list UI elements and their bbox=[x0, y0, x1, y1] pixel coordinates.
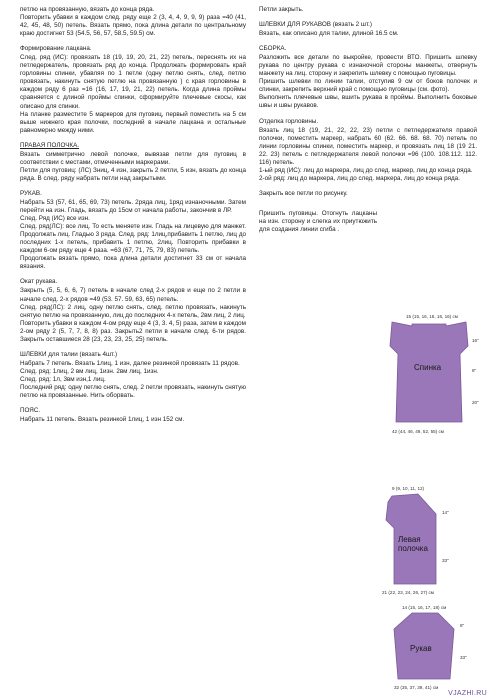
back-pattern-diagram bbox=[378, 312, 486, 436]
sleeve-side-upper: 8" bbox=[460, 623, 465, 628]
sleeve-label: Рукав bbox=[410, 644, 432, 653]
right-paragraph-5: Закрыть все петли по рисунку. bbox=[259, 189, 348, 197]
right-paragraph-6: Пришить пуговицы. Отогнуть лацканы на изн. сторону и слегка их приутюжить для создания линии сгиба . bbox=[259, 209, 377, 234]
sleeve-top-dim: 14 (15, 16, 17, 18) см bbox=[402, 605, 447, 610]
front-side-upper: 14" bbox=[442, 510, 449, 515]
heading-sleeve-cap: Окат рукава. bbox=[20, 278, 58, 286]
right-paragraph-2: Вязать, как описано для талии, длиной 16.5 см. bbox=[259, 30, 399, 38]
back-side-mid: 8" bbox=[472, 368, 477, 373]
heading-belt: ПОЯС. bbox=[20, 407, 41, 415]
back-top-dim: 15 (15, 16, 16, 16, 16) см bbox=[406, 314, 458, 319]
front-side-lower: 33" bbox=[442, 558, 449, 563]
right-column bbox=[259, 6, 477, 241]
back-bottom-dim: 42 (44, 46, 49, 52, 55) см bbox=[392, 429, 444, 434]
heading-sleeve: РУКАВ. bbox=[20, 189, 42, 197]
heading-lapel: Формирование лацкана. bbox=[20, 45, 92, 53]
front-top-dim: 9 (9, 10, 11, 12) bbox=[392, 486, 425, 491]
sleeve-pattern-diagram bbox=[372, 603, 484, 693]
sleeve-side-lower: 33" bbox=[460, 655, 467, 660]
back-side-upper: 16" bbox=[472, 338, 479, 343]
front-pattern-diagram bbox=[378, 484, 486, 596]
left-paragraph-2: След. ряд (ИС): провязать 18 (19, 19, 20, 21, 22) петель, переснять их на петледержатель, провязать ряд до конца. Продолжать формировать край горловины спинки, убавляя по 1 петле (одну петлю снять, след. петлю провязать, накинуть снятую петлю на провязанную ) с края горловины в каждом ряду 6 раз =16 (16, 17, 19, 21, 22) петель. Когда длина проймы сравняется с длиной проймы спинки, сформируйте плечевые скосы, как описано для спинки. На планке разместите 5 маркеров для пуговиц, первый поместить на 5 см выше нижнего края полочки, последний в начале лацкана и остальные равномерно между ними. bbox=[20, 54, 246, 134]
sleeve-bottom-dim: 32 (35, 37, 39, 41) см bbox=[394, 685, 439, 690]
left-paragraph-3: Вязать симметрично левой полочке, вывязав петли для пуговиц в соответствии с местами, отмеченными маркерами. Петли для пуговиц: (ЛС) Зниц, 4 изн, закрыть 2 петли, 5 изн, вязать до конца ряда. В след. ряду набрать петли над закрытыми. bbox=[20, 150, 246, 182]
heading-neck-finish: Отделка горловины. bbox=[259, 117, 319, 125]
back-shape bbox=[390, 322, 468, 422]
heading-assembly: СБОРКА. bbox=[259, 45, 287, 53]
right-paragraph-3: Разложить все детали по выкройке, провести ВТО. Пришить шлевку рукава по центру рукава с изнаночной стороны манжеты, отвернуть манжету на лиц. сторону и закрепить шлевку с помощью пуговицы. Пришить шлевки по линии талии, отступив 9 см от боков полочек и спинки, закрепить верхний край с помощью пуговицы (см. фото). Выполнить плечевые швы, вшить рукава в проймы. Выполнить боковые швы и швы рукавов. bbox=[259, 54, 477, 110]
right-paragraph-1: Петли закрыть. bbox=[259, 6, 304, 13]
site-watermark: VJAZHI.RU bbox=[448, 690, 487, 697]
left-paragraph-1: петлю на провязанную, вязать до конца ряда. Повторить убавки в каждом след. ряду еще 2 (3, 4, 4, 9, 9, 9) раза =40 (41, 42, 45, 48, 50) петель. Вязать прямо, пока длина детали по центральному краю достигнет 53 (54.5, 56, 57, 58.5, 59.5) см. bbox=[20, 6, 246, 38]
left-paragraph-4: Набрать 53 (57, 61, 65, 69, 73) петель. 2ряда лиц, 1ряд изнаночными. Затем перейти на изн. Гладь, вязать до 15см от начала работы, закончив в ЛР. След. Ряд (ИС) все изн. След. ряд(ЛС): все лиц. То есть меняете изн. Гладь на лицевую для манжет. Продолжать лиц. Гладью 3 ряда. След. ряд: 1лиц,прибавить 1 петлю, лиц до последних 1-х петель, прибавить 1 петлю, 2лиц. Повторить прибавки в каждом 6-ом ряду еще 4 раза. =63 (67, 71, 75, 79, 83) петель. Продолжать вязать прямо, пока длина детали достигнет 33 см от начала вязания. bbox=[20, 198, 246, 271]
heading-right-front: ПРАВАЯ ПОЛОЧКА. bbox=[20, 141, 80, 149]
left-paragraph-5: Закрыть (5, 5, 6, 6, 7) петель в начале след 2-х рядов и еще по 2 петли в начале след. 2-х рядов =49 (53. 57. 59, 63, 65) петель. След. ряд(ЛС): 2 лиц, одну петлю снять, след. петлю провязать, накинуть снятую петлю на провязанную, лиц до последних 4-х петель, 2вм лиц, 2 лиц. Повторить убавки в каждом 4-ом ряду еще 4 (3, 3. 4, 5) раза, затем в каждом 2-ом ряду 2 (5, 7, 7, 8, 8) раз. Закрыть2 петли в начале след. 6-ти рядов. Закрыть оставшиеся 28 (23, 23, 23, 25, 25) петель. bbox=[20, 287, 246, 343]
left-column bbox=[20, 6, 246, 431]
front-bottom-dim: 21 (22, 23, 24, 26, 27) см bbox=[382, 590, 434, 595]
front-label-line1: Левая bbox=[398, 535, 421, 544]
back-side-lower: 20" bbox=[472, 400, 479, 405]
heading-waist-loops: ШЛЕВКИ для талии (вязать 4шт.) bbox=[20, 350, 118, 358]
front-label-line2: полочка bbox=[398, 544, 428, 553]
left-paragraph-7: Набрать 11 петель. Вязать резинкой 1лиц, 1 изн 152 см. bbox=[20, 416, 185, 424]
heading-sleeve-loops: ШЛЕВКИ ДЛЯ РУКАВОВ (вязать 2 шт.) bbox=[259, 21, 372, 29]
right-paragraph-4: Вязать лиц 18 (19, 21, 22, 22, 23) петли с петледержателя правой полочки, поместить маркер, набрать 60 (62. 66. 68. 68. 70) петель по линии горловины спинки, поместить маркер, и провязать лиц 18 (19 21. 22. 23) петель с петледержателя левой полочки =96 (100. 108.112. 112. 116) петель. 1-ый ряд (ИС): лиц до маркера, лиц до след. маркер, лиц до конца ряда. 2-ой ряд: лиц до маркера, лиц до след. маркера, лиц до конца ряда. bbox=[259, 126, 477, 182]
back-label: Спинка bbox=[414, 363, 442, 372]
left-paragraph-6: Набрать 7 петель. Вязать 1лиц, 1 изн, далее резинкой провязать 11 рядов. След. ряд: 1лиц, 2 вм лиц, 1изн. 2вм лиц, 1изн. След. ряд: 1л, 3вм изн,1 лиц. Последний ряд: одну петлю снять, след. 2 петли провязать, накинуть снятую петлю на провязанные. Нить оборвать. bbox=[20, 359, 246, 400]
